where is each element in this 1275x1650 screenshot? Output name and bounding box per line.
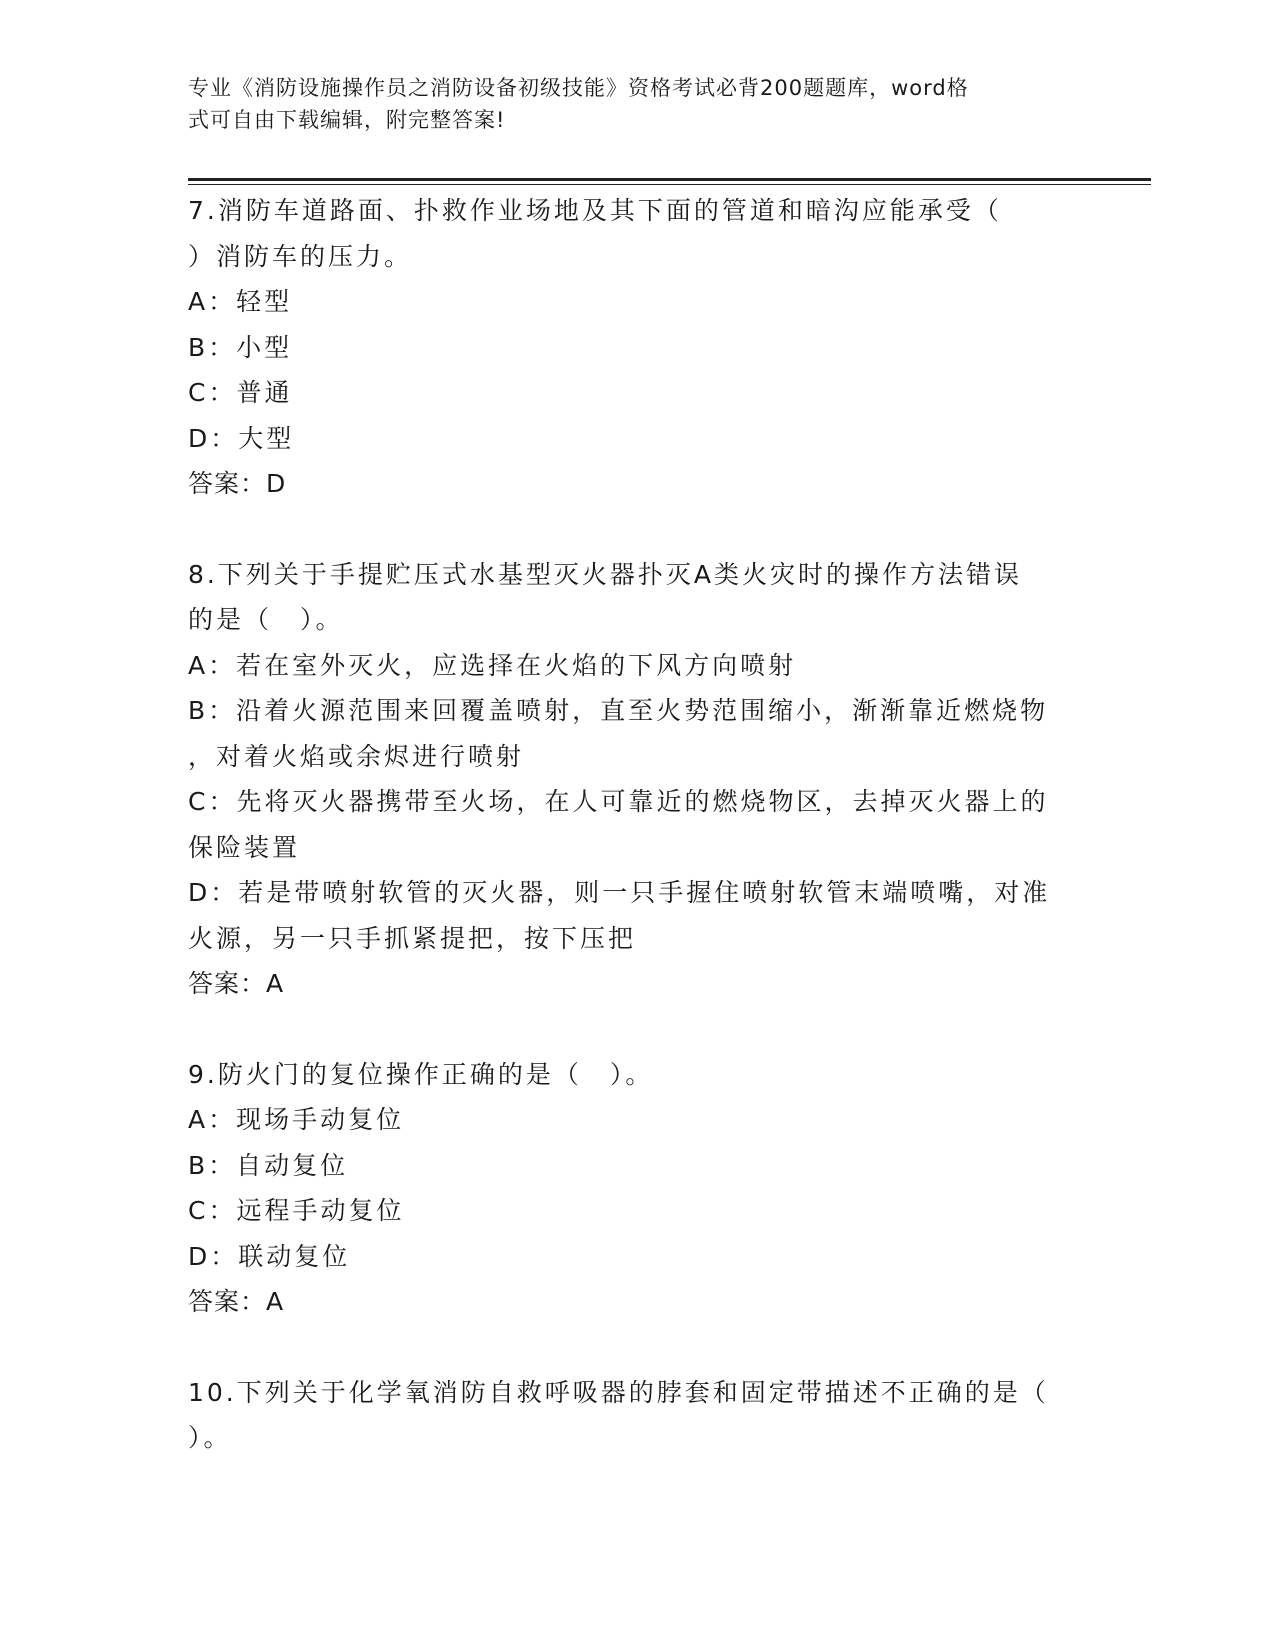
- question-list: [188, 188, 1088, 1461]
- question-8: [188, 552, 1088, 1007]
- option-a: A：现场手动复位: [188, 1105, 405, 1134]
- question-text-line: 7.消防车道路面、扑救作业场地及其下面的管道和暗沟应能承受（: [188, 196, 1002, 225]
- question-text-line: 的是（ ）。: [188, 605, 344, 634]
- option-b: B：沿着火源范围来回覆盖喷射，直至火势范围缩小，渐渐靠近燃烧物: [188, 696, 1049, 725]
- option-c: C：远程手动复位: [188, 1196, 405, 1225]
- question-gap: [188, 507, 1088, 552]
- option-d: D：联动复位: [188, 1241, 351, 1271]
- option-d: D：若是带喷射软管的灭火器，则一只手握住喷射软管末端喷嘴，对准: [188, 878, 1051, 907]
- header-rule-thin: [188, 184, 1151, 185]
- header-line-2: 式可自由下载编辑，附完整答案!: [188, 108, 506, 132]
- question-text-line: 8.下列关于手提贮压式水基型灭火器扑灭A类火灾时的操作方法错误: [188, 559, 1022, 589]
- header-rule-thick: [188, 178, 1151, 181]
- answer-line: 答案：A: [188, 969, 285, 998]
- question-text-line: 9.防火门的复位操作正确的是（ ）。: [188, 1059, 654, 1089]
- question-7: [188, 188, 1088, 507]
- question-9: [188, 1052, 1088, 1325]
- question-text-line: ）消防车的压力。: [188, 241, 413, 271]
- answer-line: 答案：D: [188, 469, 287, 498]
- option-d: D：大型: [188, 423, 295, 453]
- answer-line: 答案：A: [188, 1287, 285, 1316]
- option-b: B：自动复位: [188, 1150, 349, 1180]
- option-c: C：先将灭火器携带至火场，在人可靠近的燃烧物区，去掉灭火器上的: [188, 787, 1049, 816]
- header-line-1: 专业《消防设施操作员之消防设备初级技能》资格考试必背200题题库，word格: [188, 76, 969, 100]
- option-a: A：若在室外灭火，应选择在火焰的下风方向喷射: [188, 650, 797, 680]
- document-header: [188, 72, 1068, 136]
- question-gap: [188, 1325, 1088, 1370]
- option-d-continued: 火源，另一只手抓紧提把，按下压把: [188, 923, 637, 953]
- option-a: A：轻型: [188, 287, 293, 316]
- option-c-continued: 保险装置: [188, 832, 301, 862]
- option-b-continued: ，对着火焰或余烬进行喷射: [188, 741, 525, 771]
- question-10: [188, 1370, 1088, 1461]
- option-b: B：小型: [188, 332, 293, 362]
- option-c: C：普通: [188, 378, 293, 407]
- question-gap: [188, 1007, 1088, 1052]
- question-text-line: 10.下列关于化学氧消防自救呼吸器的脖套和固定带描述不正确的是（: [188, 1377, 1049, 1407]
- question-text-line: ）。: [188, 1423, 232, 1452]
